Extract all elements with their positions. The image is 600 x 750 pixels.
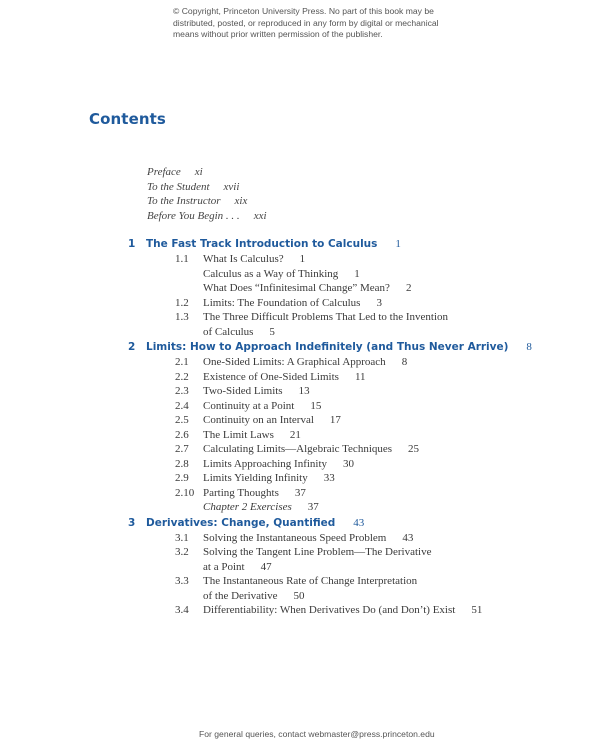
section-number: 2.10: [175, 486, 195, 499]
section-title: The Three Difficult Problems That Led to the Invention: [203, 311, 448, 323]
copyright-line: means without prior written permission of the publisher.: [173, 29, 383, 39]
chapter-heading[interactable]: [128, 339, 568, 355]
section-entry[interactable]: [128, 267, 568, 282]
chapter-title: Limits: How to Approach Indefinitely (and Thus Never Arrive): [146, 341, 509, 353]
section-entry[interactable]: [128, 325, 568, 340]
section-entry[interactable]: [128, 603, 568, 618]
page-number: xix: [234, 195, 248, 207]
section-title: Continuity on an Interval: [203, 414, 314, 426]
section-number: 2.7: [175, 443, 189, 455]
chapter-heading[interactable]: [128, 236, 568, 252]
page-number: xxi: [253, 209, 267, 222]
section-number: 2.6: [175, 428, 189, 441]
page-number: 37: [307, 501, 319, 513]
chapter-number: 2: [128, 341, 136, 353]
page-number: 21: [289, 428, 301, 441]
section-title: Parting Thoughts: [203, 486, 279, 499]
section-title: One-Sided Limits: A Graphical Approach: [203, 356, 386, 368]
section-entry[interactable]: [128, 281, 568, 296]
section-title: Limits Approaching Infinity: [203, 457, 328, 470]
table-of-contents: [128, 236, 568, 618]
page-number: 1: [395, 238, 401, 250]
chapter-number: 3: [128, 516, 136, 529]
section-entry[interactable]: [128, 413, 568, 428]
page-number: 1: [354, 267, 360, 280]
page-number: 51: [471, 604, 483, 616]
page-number: 50: [293, 589, 305, 602]
copyright-notice: [173, 6, 463, 41]
section-entry[interactable]: [128, 589, 568, 604]
page-number: 43: [353, 516, 365, 529]
section-title: Two-Sided Limits: [203, 385, 283, 397]
front-matter-title: To the Student: [147, 180, 210, 193]
section-title: at a Point: [203, 560, 245, 573]
section-entry[interactable]: [128, 370, 568, 385]
front-matter-list: [147, 165, 267, 223]
section-number: 2.8: [175, 457, 189, 470]
page-number: 8: [401, 356, 408, 368]
section-number: 1.1: [175, 253, 189, 265]
section-entry[interactable]: [128, 500, 568, 515]
section-number: 2.9: [175, 472, 189, 484]
section-title: Differentiability: When Derivatives Do (and Don’t) Exist: [203, 604, 456, 616]
chapter-title: Derivatives: Change, Quantified: [146, 516, 336, 529]
section-title: of the Derivative: [203, 589, 278, 602]
section-title: of Calculus: [203, 325, 254, 338]
section-entry[interactable]: [128, 384, 568, 399]
front-matter-item[interactable]: [147, 194, 267, 209]
page-number: xvii: [223, 180, 240, 193]
section-title: Existence of One-Sided Limits: [203, 370, 339, 383]
section-entry[interactable]: [128, 574, 568, 589]
section-entry[interactable]: [128, 355, 568, 370]
page-number: 11: [354, 370, 366, 383]
section-entry[interactable]: [128, 428, 568, 443]
page-number: 15: [310, 399, 322, 412]
page-title: Contents: [89, 110, 166, 128]
page-number: 5: [269, 325, 275, 338]
copyright-line: distributed, posted, or reproduced in any form by digital or mechanical: [173, 17, 439, 28]
front-matter-item[interactable]: [147, 209, 267, 224]
section-title: Chapter 2 Exercises: [203, 501, 292, 513]
chapter-number: 1: [128, 238, 136, 250]
page-number: 3: [376, 296, 382, 309]
page-number: 33: [323, 472, 335, 484]
section-number: 2.1: [175, 356, 189, 368]
front-matter-title: Preface: [147, 166, 181, 178]
front-matter-item[interactable]: [147, 180, 267, 195]
section-number: 2.5: [175, 414, 189, 426]
page-number: 25: [408, 443, 420, 455]
page-number: 1: [299, 253, 306, 265]
chapter-title: The Fast Track Introduction to Calculus: [146, 238, 378, 250]
page-number: 13: [298, 385, 310, 397]
page-number: 47: [260, 560, 272, 573]
section-entry[interactable]: [128, 252, 568, 267]
section-title: Calculating Limits—Algebraic Techniques: [203, 443, 393, 455]
page-number: 43: [402, 531, 414, 544]
front-matter-item[interactable]: [147, 165, 267, 180]
section-number: 3.3: [175, 575, 189, 587]
section-title: Solving the Instantaneous Speed Problem: [203, 531, 387, 544]
section-number: 2.3: [175, 385, 189, 397]
section-entry[interactable]: [128, 310, 568, 325]
section-title: What Does “Infinitesimal Change” Mean?: [203, 282, 390, 294]
section-number: 3.2: [175, 546, 189, 558]
section-title: Calculus as a Way of Thinking: [203, 267, 339, 280]
page-number: 8: [526, 341, 532, 353]
section-number: 2.4: [175, 399, 189, 412]
chapter-heading[interactable]: [128, 515, 568, 531]
page-number: xi: [194, 166, 203, 178]
section-entry[interactable]: [128, 442, 568, 457]
section-entry[interactable]: [128, 486, 568, 501]
section-title: Limits Yielding Infinity: [203, 472, 308, 484]
section-number: 3.1: [175, 531, 189, 544]
footer-contact: For general queries, contact webmaster@press.princeton.edu: [199, 729, 435, 739]
section-entry[interactable]: [128, 296, 568, 311]
section-title: Limits: The Foundation of Calculus: [203, 296, 361, 309]
section-title: The Limit Laws: [203, 428, 274, 441]
section-entry[interactable]: [128, 399, 568, 414]
section-entry[interactable]: [128, 471, 568, 486]
section-number: 1.3: [175, 311, 189, 323]
section-entry[interactable]: [128, 531, 568, 546]
section-number: 2.2: [175, 370, 189, 383]
section-title: Solving the Tangent Line Problem—The Derivative: [203, 546, 432, 558]
section-title: Continuity at a Point: [203, 399, 295, 412]
section-title: The Instantaneous Rate of Change Interpretation: [203, 575, 418, 587]
section-title: What Is Calculus?: [203, 253, 284, 265]
section-entry[interactable]: [128, 545, 568, 560]
front-matter-title: Before You Begin . . .: [147, 209, 240, 222]
section-number: 3.4: [175, 604, 189, 616]
page-number: 37: [294, 486, 306, 499]
front-matter-title: To the Instructor: [147, 195, 221, 207]
page-number: 17: [329, 414, 341, 426]
section-number: 1.2: [175, 296, 189, 309]
page-number: 30: [343, 457, 355, 470]
copyright-line: © Copyright, Princeton University Press. No part of this book may be: [173, 6, 434, 16]
page-number: 2: [405, 282, 412, 294]
section-entry[interactable]: [128, 560, 568, 575]
section-entry[interactable]: [128, 457, 568, 472]
